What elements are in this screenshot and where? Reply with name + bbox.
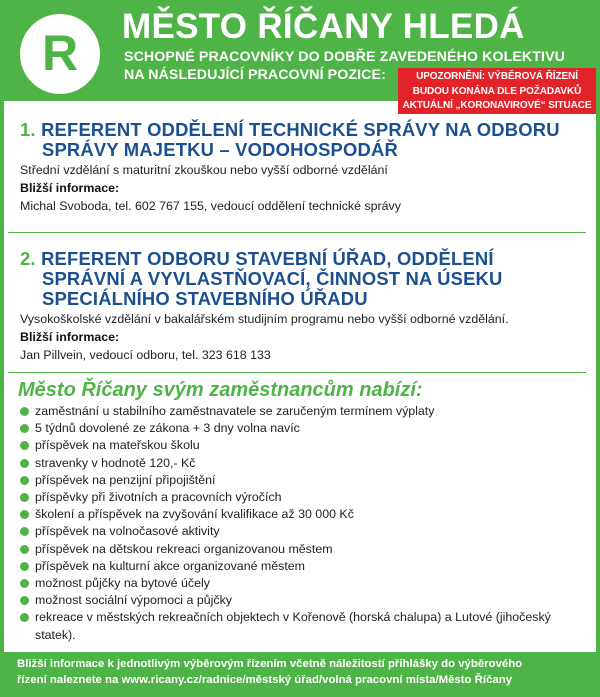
city-logo (20, 14, 100, 94)
logo-letter: R (41, 25, 79, 81)
position-title-line-1: REFERENT ODDĚLENÍ TECHNICKÉ SPRÁVY NA ODBORU (41, 119, 560, 140)
position-requirement: Vysokoškolské vzdělání v bakalářském studijním programu nebo vyšší odborné vzdělání. (20, 312, 509, 326)
bullet-icon (20, 476, 29, 485)
list-item: příspěvky při životních a pracovních výročích (18, 489, 588, 506)
list-item: školení a příspěvek na zvyšování kvalifikace až 30 000 Kč (18, 506, 588, 523)
subtitle-line-1: SCHOPNÉ PRACOVNÍKY DO DOBŘE ZAVEDENÉHO KOLEKTIVU (124, 49, 565, 65)
bullet-icon (20, 613, 29, 622)
list-item: příspěvek na mateřskou školu (18, 437, 588, 454)
position-contact: Jan Pillvein, vedoucí odboru, tel. 323 618 133 (20, 348, 271, 362)
notice-line-1: UPOZORNĚNÍ: VÝBĚROVÁ ŘÍZENÍ (416, 71, 578, 82)
position-contact: Michal Svoboda, tel. 602 767 155, vedoucí oddělení technické správy (20, 199, 401, 213)
list-item: zaměstnání u stabilního zaměstnavatele se zaručeným termínem výplaty (18, 403, 588, 420)
covid-notice-badge (398, 68, 596, 114)
position-title-line-2: SPRÁVNÍ A VYVLASTŇOVACÍ, ČINNOST NA ÚSEKU (42, 268, 503, 289)
info-label: Bližší informace: (20, 330, 120, 344)
bullet-icon (20, 510, 29, 519)
info-label: Bližší informace: (20, 181, 120, 195)
subtitle-line-2: NA NÁSLEDUJÍCÍ PRACOVNÍ POZICE: (124, 67, 386, 83)
list-item: příspěvek na kulturní akce organizované městem (18, 558, 588, 575)
bullet-icon (20, 424, 29, 433)
bullet-icon (20, 527, 29, 536)
bullet-icon (20, 545, 29, 554)
position-title (20, 249, 580, 309)
list-item: možnost půjčky na bytové účely (18, 575, 588, 592)
benefits-list (18, 403, 588, 644)
position-title-line-3: SPECIÁLNÍHO STAVEBNÍHO ÚŘADU (42, 288, 368, 309)
position-1 (20, 120, 580, 215)
position-title-line-1: REFERENT ODBORU STAVEBNÍ ÚŘAD, ODDĚLENÍ (41, 248, 494, 269)
bullet-icon (20, 596, 29, 605)
list-item: možnost sociální výpomoci a půjčky (18, 592, 588, 609)
footer-line-1: Bližší informace k jednotlivým výběrovým řízením včetně náležitostí přihlášky do výběrového (17, 658, 523, 670)
section-divider (8, 232, 586, 233)
list-item: stravenky v hodnotě 120,- Kč (18, 455, 588, 472)
section-divider (8, 372, 586, 373)
notice-line-2: BUDOU KONÁNA DLE POŽADAVKŮ (412, 85, 582, 97)
notice-line-3: AKTUÁLNÍ „KORONAVIROVÉ“ SITUACE (402, 100, 592, 111)
list-item: 5 týdnů dovolené ze zákona + 3 dny volna navíc (18, 420, 588, 437)
page-title: MĚSTO ŘÍČANY HLEDÁ (122, 7, 525, 46)
footer-line-2: řízení naleznete na www.ricany.cz/radnice/městský úřad/volná pracovní místa/Město Říčany (17, 674, 513, 686)
position-number: 2. (20, 248, 36, 269)
position-title-line-2: SPRÁVY MAJETKU – VODOHOSPODÁŘ (42, 139, 398, 160)
bullet-icon (20, 579, 29, 588)
bullet-icon (20, 493, 29, 502)
list-item: příspěvek na penzijní připojištění (18, 472, 588, 489)
position-2 (20, 249, 580, 364)
position-title (20, 120, 580, 160)
footer-banner (4, 652, 596, 693)
bullet-icon (20, 459, 29, 468)
bullet-icon (20, 562, 29, 571)
bullet-icon (20, 407, 29, 416)
benefits-section (18, 379, 588, 644)
list-item: příspěvek na dětskou rekreaci organizovanou městem (18, 541, 588, 558)
position-requirement: Střední vzdělání s maturitní zkouškou nebo vyšší odborné vzdělání (20, 163, 388, 177)
benefits-title: Město Říčany svým zaměstnancům nabízí: (18, 379, 423, 401)
bullet-icon (20, 441, 29, 450)
list-item: příspěvek na volnočasové aktivity (18, 523, 588, 540)
list-item: rekreace v městských rekreačních objektech v Kořenově (horská chalupa) a Lutové (jihočeský statek). (18, 609, 588, 643)
position-number: 1. (20, 119, 36, 140)
